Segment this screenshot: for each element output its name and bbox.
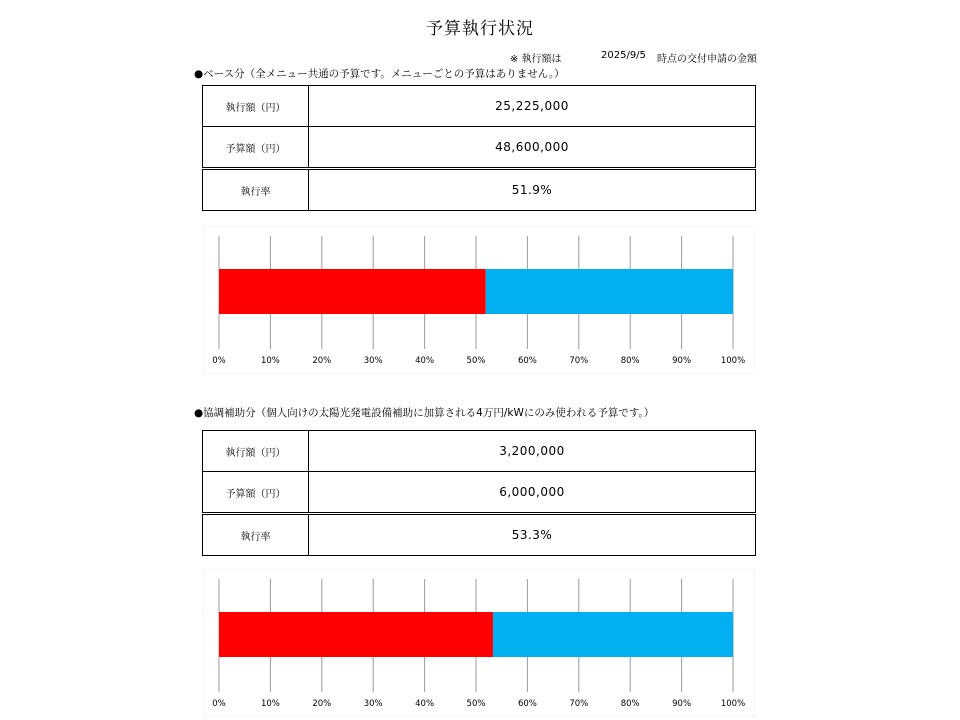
table-row xyxy=(203,86,756,127)
x-tick-label: 20% xyxy=(312,699,332,709)
row-value: 3,200,000 xyxy=(309,431,756,472)
row-value: 51.9% xyxy=(309,169,756,211)
x-tick-label: 90% xyxy=(672,699,692,709)
note-prefix: ※ 執行額は xyxy=(510,54,562,65)
chart-svg xyxy=(203,569,755,717)
x-tick-label: 80% xyxy=(620,699,640,709)
section-label-coop: ●協調補助分（個人向けの太陽光発電設備補助に加算される4万円/kWにのみ使われる予算です。） xyxy=(194,407,655,419)
x-tick-label: 70% xyxy=(569,356,589,366)
row-value: 6,000,000 xyxy=(309,472,756,514)
budget-table-coop xyxy=(202,430,756,556)
x-tick-label: 60% xyxy=(517,356,537,366)
x-tick-label: 30% xyxy=(363,699,383,709)
x-tick-label: 100% xyxy=(720,356,746,366)
row-label: 予算額（円） xyxy=(203,472,309,514)
x-tick-label: 80% xyxy=(620,356,640,366)
table-row xyxy=(203,472,756,514)
execution-rate-chart-coop xyxy=(203,569,755,717)
execution-rate-chart-base xyxy=(203,226,755,374)
table-row xyxy=(203,431,756,472)
row-label: 執行額（円） xyxy=(203,86,309,127)
x-tick-label: 0% xyxy=(212,699,226,709)
budget-table-base xyxy=(202,85,756,211)
row-value: 25,225,000 xyxy=(309,86,756,127)
bar-executed xyxy=(219,269,486,314)
section-label-base: ●ベース分（全メニュー共通の予算です。メニューごとの予算はありません。） xyxy=(194,68,565,80)
row-label: 執行率 xyxy=(203,514,309,556)
x-tick-label: 60% xyxy=(517,699,537,709)
x-tick-label: 40% xyxy=(415,699,435,709)
note-date: 2025/9/5 xyxy=(601,50,646,61)
page-title: 予算執行状況 xyxy=(426,19,534,39)
row-value: 53.3% xyxy=(309,514,756,556)
x-tick-label: 10% xyxy=(260,356,280,366)
x-tick-label: 40% xyxy=(415,356,435,366)
row-value: 48,600,000 xyxy=(309,127,756,169)
x-tick-label: 10% xyxy=(260,699,280,709)
x-tick-label: 50% xyxy=(466,699,486,709)
x-tick-label: 100% xyxy=(720,699,746,709)
x-tick-label: 20% xyxy=(312,356,332,366)
row-label: 執行率 xyxy=(203,169,309,211)
x-tick-label: 0% xyxy=(212,356,226,366)
bar-executed xyxy=(219,612,493,657)
bar-remaining xyxy=(493,612,733,657)
x-tick-label: 50% xyxy=(466,356,486,366)
table-row xyxy=(203,514,756,556)
note-suffix: 時点の交付申請の金額 xyxy=(657,54,757,65)
x-tick-label: 30% xyxy=(363,356,383,366)
table-row xyxy=(203,169,756,211)
row-label: 予算額（円） xyxy=(203,127,309,169)
x-tick-label: 90% xyxy=(672,356,692,366)
row-label: 執行額（円） xyxy=(203,431,309,472)
bar-remaining xyxy=(486,269,733,314)
chart-svg xyxy=(203,226,755,374)
table-row xyxy=(203,127,756,169)
x-tick-label: 70% xyxy=(569,699,589,709)
